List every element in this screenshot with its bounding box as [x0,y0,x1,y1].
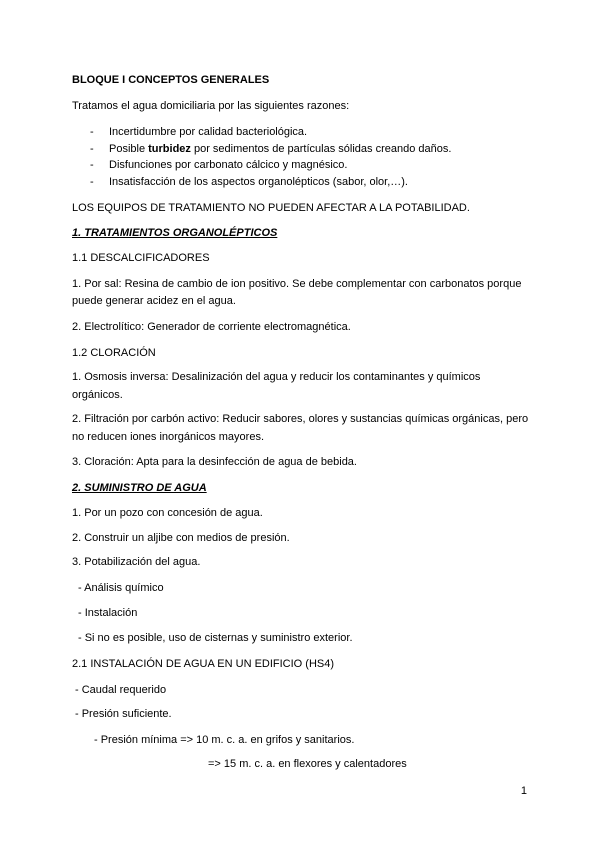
paragraph: 3. Cloración: Apta para la desinfección de agua de bebida. [72,456,357,468]
paragraph: 1. Por un pozo con concesión de agua. [72,507,263,519]
sub-item: - Si no es posible, uso de cisternas y suministro exterior. [78,632,353,644]
sub-item: - Análisis químico [78,582,164,594]
section2-sub: 2.1 INSTALACIÓN DE AGUA EN UN EDIFICIO (HS4) [72,658,335,670]
list-item-post: por sedimentos de partículas sólidas creando daños. [190,143,452,155]
paragraph: no reducen iones inorgánicos mayores. [72,431,265,443]
paragraph: puede generar acidez en el agua. [72,295,236,307]
paragraph: orgánicos. [72,389,123,401]
list-item: Disfunciones por carbonato cálcico y magnésico. [109,159,348,171]
list-item: Incertidumbre por calidad bacteriológica. [109,126,308,138]
paragraph: 2. Electrolítico: Generador de corriente electromagnética. [72,321,351,333]
section1-title: 1. TRATAMIENTOS ORGANOLÉPTICOS [72,227,278,239]
section2-title: 2. SUMINISTRO DE AGUA [72,482,207,494]
list-item-pre: Posible [109,143,149,155]
section1-sub1: 1.1 DESCALCIFICADORES [72,252,210,264]
paragraph: 3. Potabilización del agua. [72,556,201,568]
list-item [109,142,451,156]
page-heading: BLOQUE I CONCEPTOS GENERALES [72,74,270,86]
sub-item: => 15 m. c. a. en flexores y calentadores [208,758,407,770]
sub-item: - Presión suficiente. [75,708,172,720]
list-item: Insatisfacción de los aspectos organolépticos (sabor, olor,…). [109,176,408,188]
page-number: 1 [520,785,527,797]
paragraph: 2. Filtración por carbón activo: Reducir sabores, olores y sustancias químicas orgánicas, pero [72,413,529,425]
warning-text: LOS EQUIPOS DE TRATAMIENTO NO PUEDEN AFECTAR A LA POTABILIDAD. [72,202,470,214]
intro-text: Tratamos el agua domiciliaria por las siguientes razones: [72,100,350,112]
paragraph: 1. Osmosis inversa: Desalinización del agua y reducir los contaminantes y químicos [72,371,481,383]
list-item-bold: turbidez [148,143,191,155]
list-dash: - [90,176,94,188]
list-dash: - [90,159,94,171]
paragraph: 1. Por sal: Resina de cambio de ion positivo. Se debe complementar con carbonatos porque [72,278,522,290]
paragraph: 2. Construir un aljibe con medios de presión. [72,532,290,544]
sub-item: - Instalación [78,607,138,619]
sub-item: - Caudal requerido [75,684,167,696]
section1-sub2: 1.2 CLORACIÓN [72,347,156,359]
list-dash: - [90,143,94,155]
sub-item: - Presión mínima => 10 m. c. a. en grifos y sanitarios. [94,734,355,746]
list-dash: - [90,126,94,138]
